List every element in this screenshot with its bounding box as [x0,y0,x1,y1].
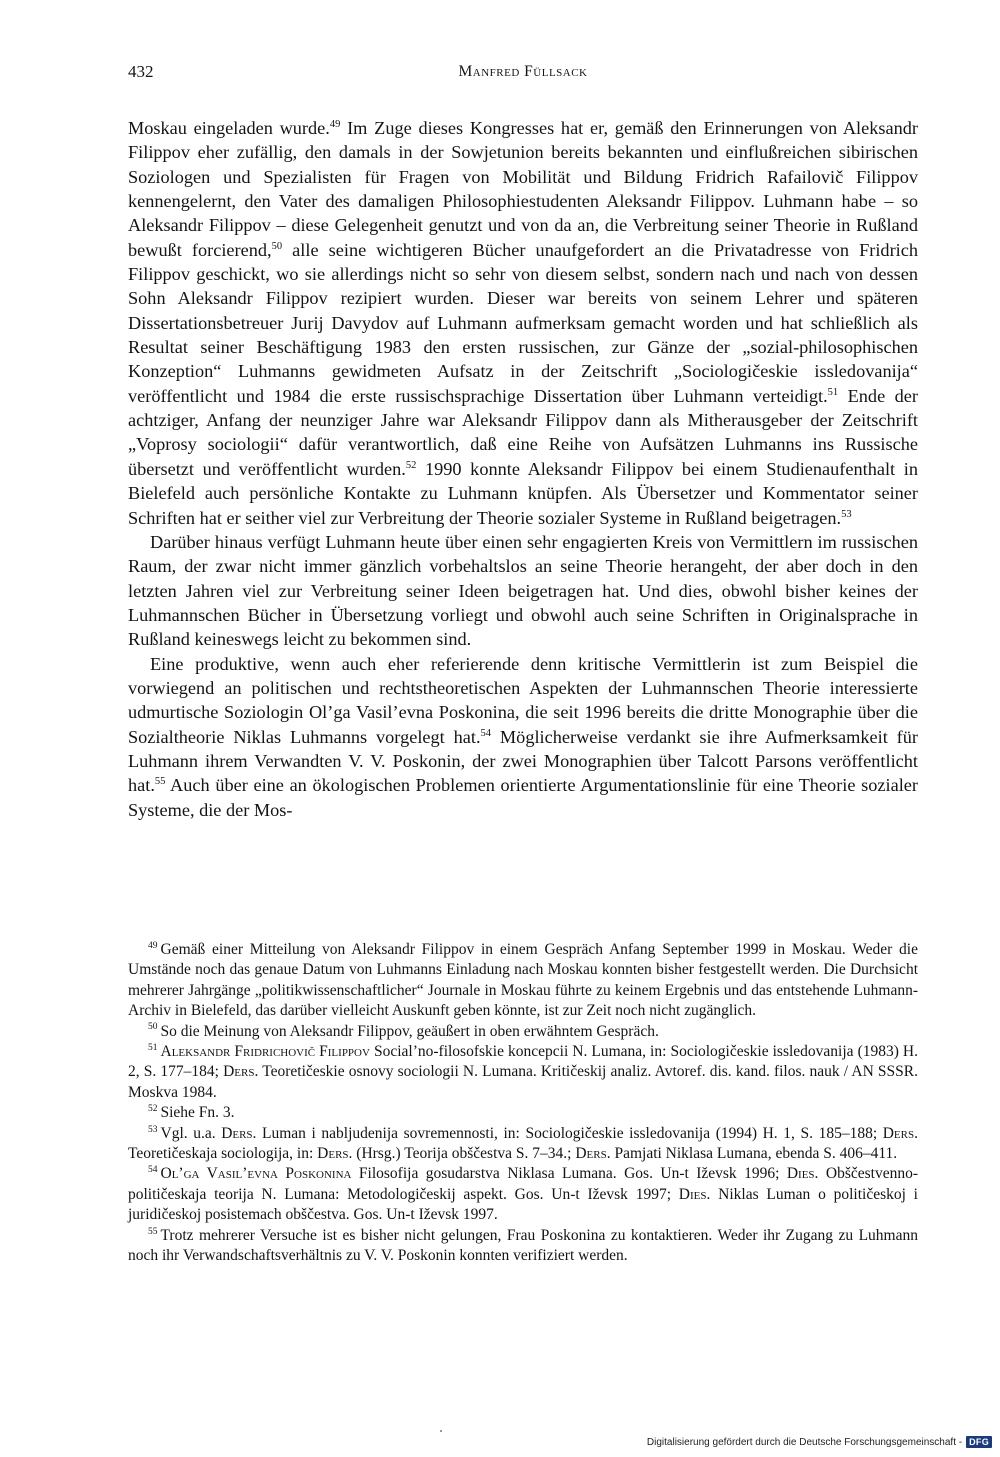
text-run: Im Zuge dieses Kongresses hat er, gemäß den Erinnerungen von Aleksandr Filippov eher zufällig, den damals in der Sowjetunion bereits bekannten und einflußreichen sibirischen Soziologen und Spezialisten für Fragen von Mobilität und Bildung Fridrich Rafailovič Filippov kennengelernt, den Vater des damaligen Philosophiestudenten Aleksandr Filippov. Luhmann habe – so Aleksandr Filippov – diese Gelegenheit genutzt und von da an, die Verbreitung seiner Theorie in Rußland bewußt forcierend, [128,118,918,260]
footnote-ref-52[interactable]: 52 [405,459,417,471]
footnote-text: Filosofija gosudarstva Niklasa Lumana. Gos. Un-t Iževsk 1996; [351,1165,787,1183]
footnote-text: Siehe Fn. 3. [160,1104,235,1122]
footnote-text: So die Meinung von Aleksandr Filippov, geäußert in oben erwähntem Gespräch. [160,1022,659,1040]
text-run: 1990 konnte Aleksandr Filippov bei einem Studienaufenthalt in Bielefeld auch persönliche Kontakte zu Luhmann knüpfen. Als Übersetzer und Kommentator seiner Schriften hat er seither viel zur Verbreitung der Theorie sozialer Systeme in Rußland beigetragen. [128,458,918,528]
text-run: alle seine wichtigeren Bücher unaufgefordert an die Privatadresse von Fridrich Filippov geschickt, wo sie allerdings nicht so sehr von diesem selbst, sondern nach und nach von dessen Sohn Aleksandr Filippov rezipiert wurden. Dieser war bereits von seinem Lehrer und späteren Dissertationsbetreuer Jurij Davydov auf Luhmann aufmerksam gemacht worden und hat schließlich als Resultat seiner Beschäftigung 1983 den ersten russischen, zur Gänze der „sozial-philosophischen Konzeption“ Luhmanns gewidmeten Aufsatz in der Zeitschrift „Sociologičeskie issledovanija“ veröffentlicht und 1984 die erste russischsprachige Dissertation über Luhmann verteidigt. [128,239,918,406]
footnote-text: Niklas Luman o političeskoj i juridičeskoj posistemach obščestva. Gos. Un-t Iževsk 1997. [128,1185,918,1224]
running-head [128,63,918,81]
footnote-number: 49 [148,940,158,951]
footnote-number: 52 [148,1104,158,1115]
footnote-ref-50[interactable]: 50 [271,240,283,252]
footnote-author: Ders. [317,1145,353,1163]
text-run: Ende der achtziger, Anfang der neunziger Jahre war Aleksandr Filippov dann als Mitherausgeber der Zeitschrift „Voprosy sociologii“ dafür verantwortlich, daß eine Reihe von Aufsätzen Luhmanns ins Russische übersetzt und veröffentlicht wurden. [128,385,918,479]
footnote-author: Dies. [786,1165,819,1183]
footnote-text: (Hrsg.) Teorija obščestva S. 7–34.; [352,1145,576,1163]
paragraph-2: Darüber hinaus verfügt Luhmann heute über einen sehr engagierten Kreis von Vermittlern im russischen Raum, der zwar nicht immer gänzlich vorbehaltslos an seine Theorie herangeht, der aber doch in den letzten Jahren viel zur Verbreitung seiner Ideen beigetragen hat. Und dies, obwohl bisher keines der Luhmannschen Bücher in Übersetzung vorliegt und obwohl auch seine Schriften in Originalsprache in Rußland keineswegs leicht zu bekommen sind. [128,531,918,650]
dfg-logo: DFG [966,1436,992,1448]
footnote-50 [128,1022,918,1042]
footnotes [128,940,918,1267]
footnote-55 [128,1226,918,1267]
footnote-number: 55 [148,1226,158,1237]
footnote-number: 50 [148,1022,158,1033]
footnote-author: Ders. [221,1124,257,1142]
footnote-author: Aleksandr Fridrichovič Filippov [160,1043,370,1061]
footnote-text: Obščestvenno-političeskaja teorija N. Lumana: Metodologičeskij aspekt. Gos. Un-t Iževsk 1997; [128,1165,918,1203]
running-head-initial-2: F [524,63,534,80]
footnote-author: Ders. [223,1063,259,1081]
footnote-author: Ders. [882,1124,918,1142]
funding-notice: Digitalisierung gefördert durch die Deutsche Forschungsgemeinschaft - [646,1436,963,1448]
footnote-ref-55[interactable]: 55 [154,776,166,788]
footnote-number: 51 [148,1042,158,1053]
footnote-text: Vgl. u.a. [160,1124,222,1142]
footnote-text: Teoretičeskaja sociologija, in: [128,1145,318,1163]
footnote-52 [128,1103,918,1123]
paragraph-1 [128,116,918,530]
footnote-author: Dies. [678,1185,711,1203]
footnote-number: 54 [148,1165,158,1176]
paragraph-3 [128,652,918,822]
digitization-footer [647,1436,992,1448]
running-head-rest-1: anfred [472,63,525,80]
running-head-initial-1: M [458,63,473,80]
footnote-text: Social’no-filosofskie koncepcii N. Lumana, in: Sociologičeskie issledovanija (1983) H. 2, S. 177–184; [128,1043,918,1081]
footnote-text: Luman i nabljudenija sovremennosti, in: Sociologičeskie issledovanija (1994) H. 1, S. 185–188; [256,1124,883,1142]
footnote-54 [128,1164,918,1225]
footnote-ref-49[interactable]: 49 [329,118,341,130]
footnote-49 [128,940,918,1022]
footnote-text: Teoretičeskie osnovy sociologii N. Lumana. Kritičeskij analiz. Avtoref. dis. kand. filos. nauk / AN SSSR. Moskva 1984. [128,1063,918,1101]
footnote-51 [128,1042,918,1103]
footnote-ref-51[interactable]: 51 [827,386,839,398]
footnote-text: Trotz mehrerer Versuche ist es bisher nicht gelungen, Frau Poskonina zu kontaktieren. Weder ihr Zugang zu Luhmann noch ihr Verwandschaftsverhältnis zu V. V. Poskonin konnten verifiziert werden. [128,1226,918,1265]
footnote-author: Ders. [575,1145,611,1163]
text-run: Moskau eingeladen wurde. [128,118,330,138]
text-run: Möglicherweise verdankt sie ihre Aufmerksamkeit für Luhmann ihrem Verwandten V. V. Poskonin, der zwei Monographien über Talcott Parsons veröffentlicht hat. [128,726,918,796]
scan-speck [440,1430,442,1432]
footnote-53 [128,1124,918,1165]
footnote-number: 53 [148,1124,158,1135]
page-number: 432 [128,62,154,81]
footnote-ref-54[interactable]: 54 [480,727,492,739]
footnote-ref-53[interactable]: 53 [841,508,852,520]
text-run: Eine produktive, wenn auch eher referierende denn kritische Vermittlerin ist zum Beispiel die vorwiegend an politischen und rechtstheoretischen Aspekten der Luhmannschen Theorie interessierte udmurtische Soziologin Ol’ga Vasil’evna Poskonina, die seit 1996 bereits die dritte Monographie über die Sozialtheorie Niklas Luhmanns vorgelegt hat. [128,653,918,747]
main-text [128,116,918,822]
text-run: Auch über eine an ökologischen Problemen orientierte Argumentationslinie für eine Theorie sozialer Systeme, die der Mos- [128,775,918,820]
footnote-text: Pamjati Niklasa Lumana, ebenda S. 406–411. [610,1145,898,1163]
footnote-author: Ol’ga Vasil’evna Poskonina [160,1165,352,1183]
page-header [128,62,918,88]
footnote-text: Gemäß einer Mitteilung von Aleksandr Filippov in einem Gespräch Anfang September 1999 in Moskau. Weder die Umstände noch das genaue Datum von Luhmanns Einladung nach Moskau konnten bisher festgestellt werden. Die Durchsicht mehrerer Jahrgänge „politikwissenschaftlicher“ Journale in Moskau führte zu keinem Ergebnis und das entstehende Luhmann-Archiv in Bielefeld, das darüber vielleicht Auskunft geben könnte, ist zur Zeit noch nicht zugänglich. [128,941,918,1020]
running-head-rest-2: üllsack [533,63,588,80]
